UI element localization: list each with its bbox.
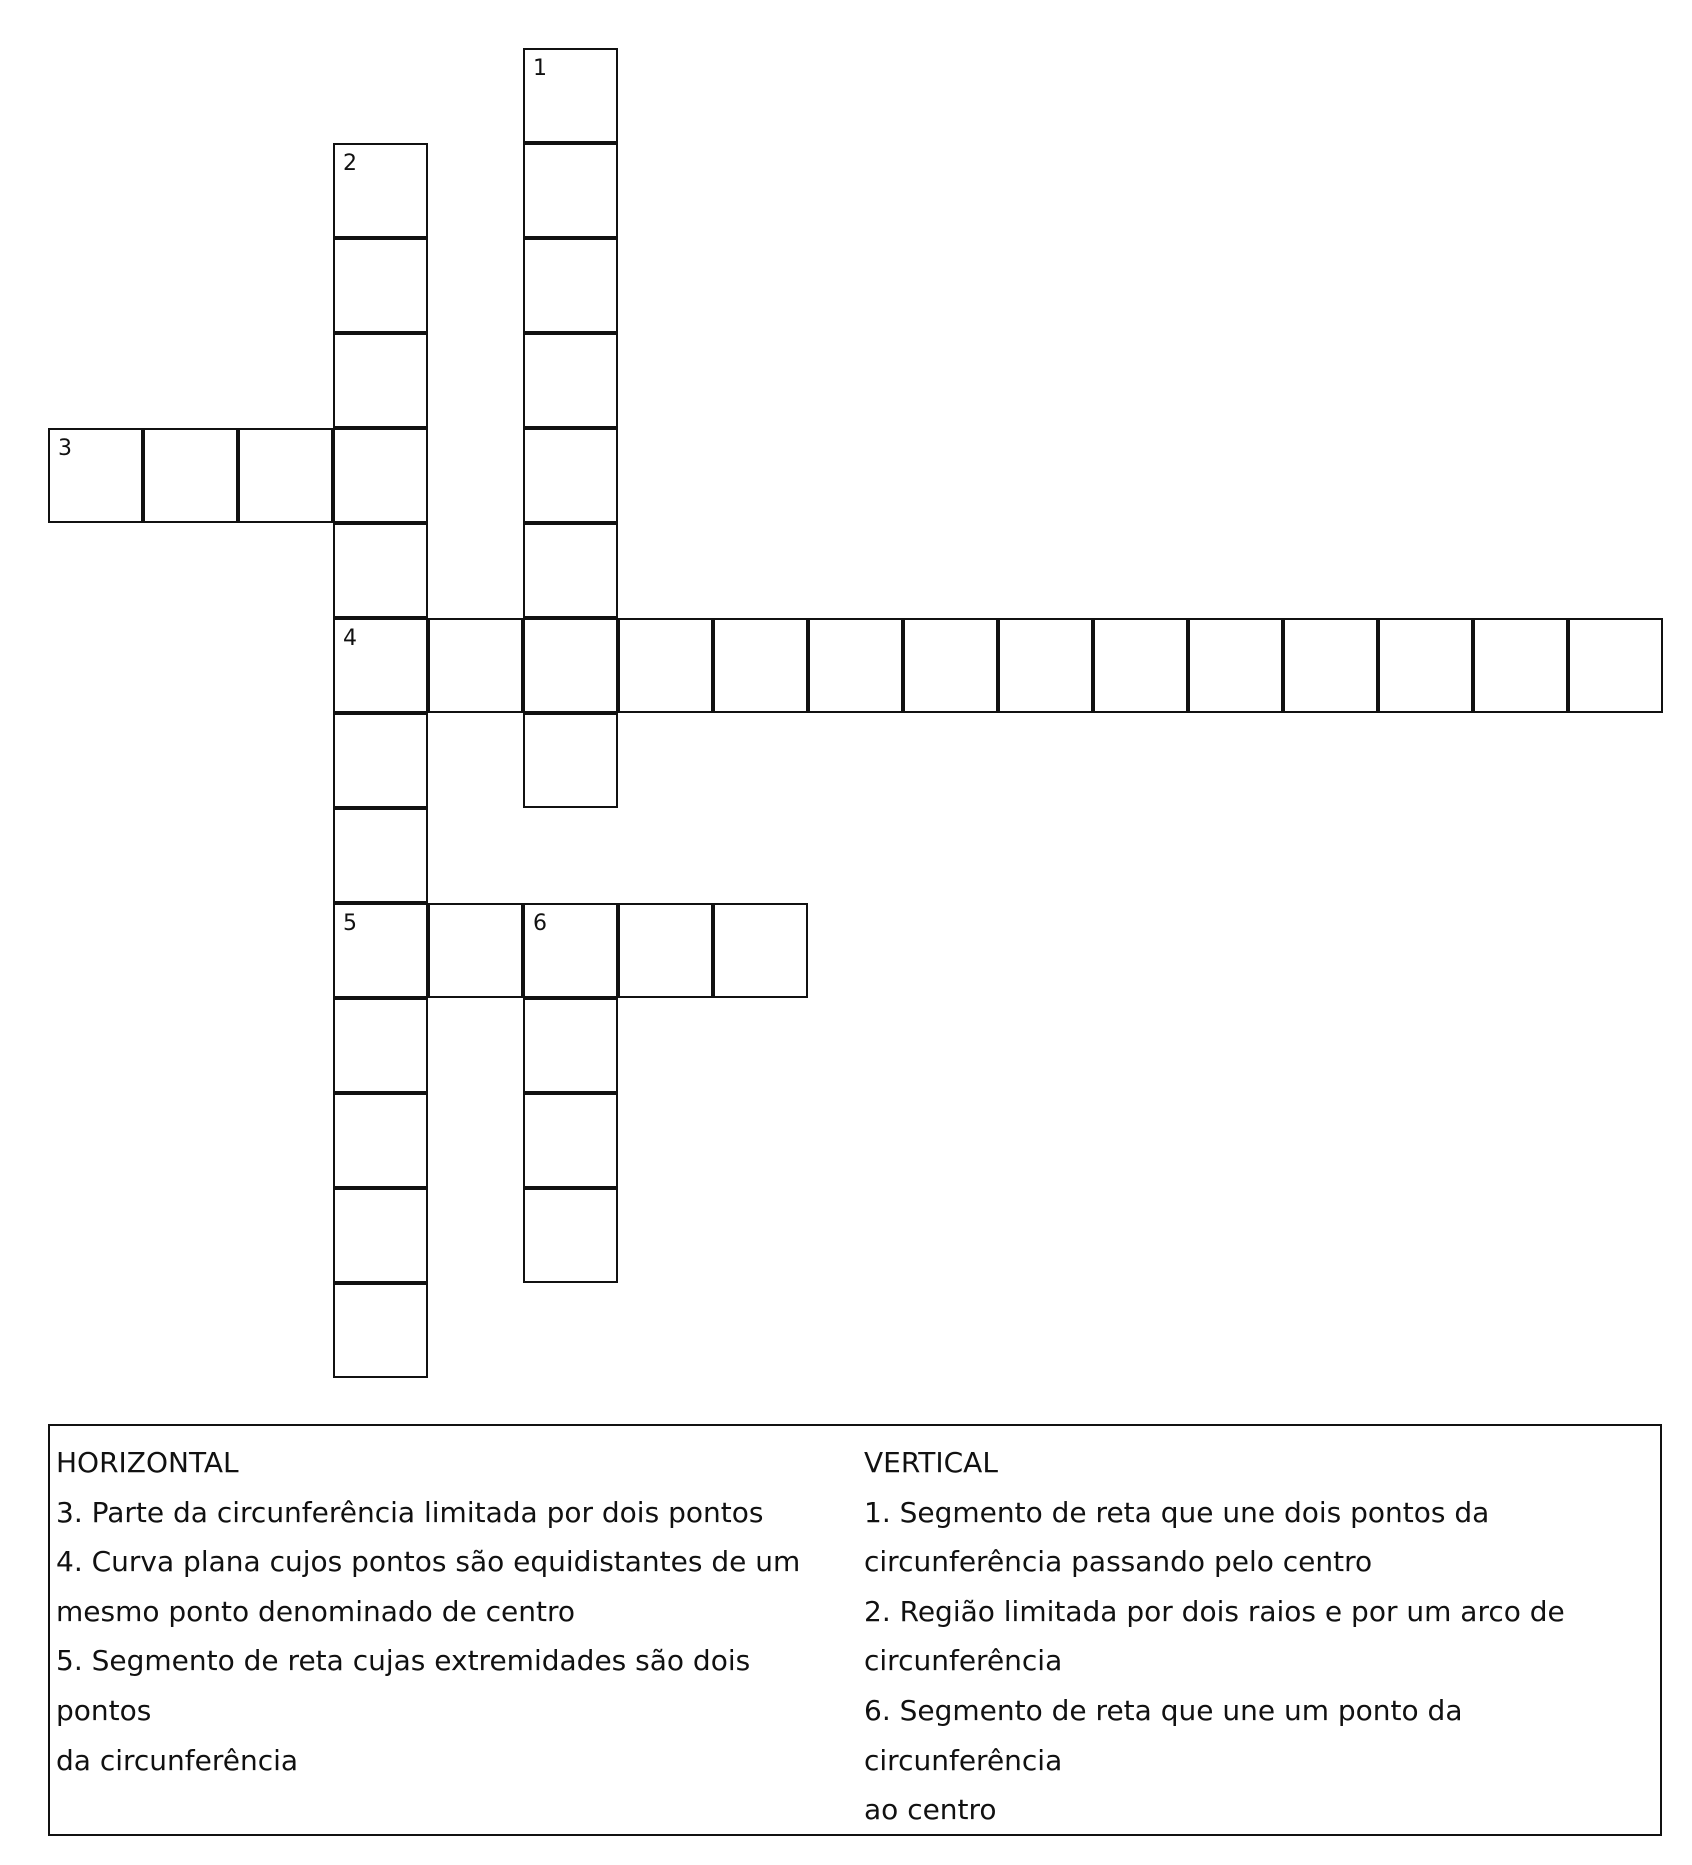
crossword-cell[interactable] [333,1283,428,1378]
clue-number: 2 [343,151,357,176]
crossword-cell[interactable] [333,1093,428,1188]
clue-line: mesmo ponto denominado de centro [56,1594,575,1628]
crossword-cell[interactable] [333,1188,428,1283]
crossword-cell[interactable] [333,618,428,713]
crossword-cell[interactable] [618,618,713,713]
crossword-cell[interactable] [333,713,428,808]
crossword-cell[interactable] [1093,618,1188,713]
crossword-cell[interactable] [523,1093,618,1188]
crossword-cell[interactable] [1378,618,1473,713]
clue-line: 1. Segmento de reta que une dois pontos da [864,1495,1490,1529]
crossword-cell[interactable] [523,428,618,523]
crossword-cell[interactable] [523,238,618,333]
clue-line: circunferência [864,1644,1063,1678]
horizontal-clues [56,1438,846,1785]
clue-line: circunferência passando pelo centro [864,1545,1373,1579]
crossword-cell[interactable] [998,618,1093,713]
crossword-cell[interactable] [1283,618,1378,713]
clue-line: ao centro [864,1793,997,1827]
crossword-cell[interactable] [428,618,523,713]
crossword-cell[interactable] [333,808,428,903]
crossword-cell[interactable] [618,903,713,998]
crossword-cell[interactable] [523,713,618,808]
crossword-cell[interactable] [143,428,238,523]
clue-line: 4. Curva plana cujos pontos são equidistantes de um [56,1545,801,1579]
crossword-cell[interactable] [1568,618,1663,713]
crossword-cell[interactable] [333,428,428,523]
crossword-cell[interactable] [523,998,618,1093]
clue-number: 1 [533,56,547,81]
clue-line: 6. Segmento de reta que une um ponto da circunferência [864,1693,1463,1777]
horizontal-title: HORIZONTAL [56,1446,239,1479]
crossword-cell[interactable] [523,48,618,143]
crossword-cell[interactable] [333,998,428,1093]
crossword-cell[interactable] [808,618,903,713]
crossword-cell[interactable] [333,523,428,618]
crossword-cell[interactable] [333,903,428,998]
vertical-title: VERTICAL [864,1446,998,1479]
clue-line: da circunferência [56,1743,299,1777]
crossword-cell[interactable] [523,618,618,713]
crossword-cell[interactable] [523,1188,618,1283]
clue-line: 3. Parte da circunferência limitada por dois pontos [56,1495,764,1529]
crossword-cell[interactable] [333,333,428,428]
crossword-cell[interactable] [48,428,143,523]
clue-number: 5 [343,911,357,936]
clue-number: 4 [343,626,357,651]
crossword-cell[interactable] [523,333,618,428]
vertical-clues [864,1438,1654,1835]
clue-line: 2. Região limitada por dois raios e por um arco de [864,1594,1565,1628]
crossword-cell[interactable] [523,143,618,238]
clue-number: 3 [58,436,72,461]
crossword-cell[interactable] [1188,618,1283,713]
crossword-cell[interactable] [523,903,618,998]
crossword-cell[interactable] [428,903,523,998]
crossword-cell[interactable] [238,428,333,523]
crossword-cell[interactable] [333,143,428,238]
clues-box [48,1424,1662,1836]
crossword-cell[interactable] [523,523,618,618]
clue-number: 6 [533,911,547,936]
crossword-cell[interactable] [903,618,998,713]
crossword-cell[interactable] [713,618,808,713]
crossword-cell[interactable] [333,238,428,333]
crossword-cell[interactable] [1473,618,1568,713]
clue-line: 5. Segmento de reta cujas extremidades são dois pontos [56,1644,751,1727]
crossword-cell[interactable] [713,903,808,998]
